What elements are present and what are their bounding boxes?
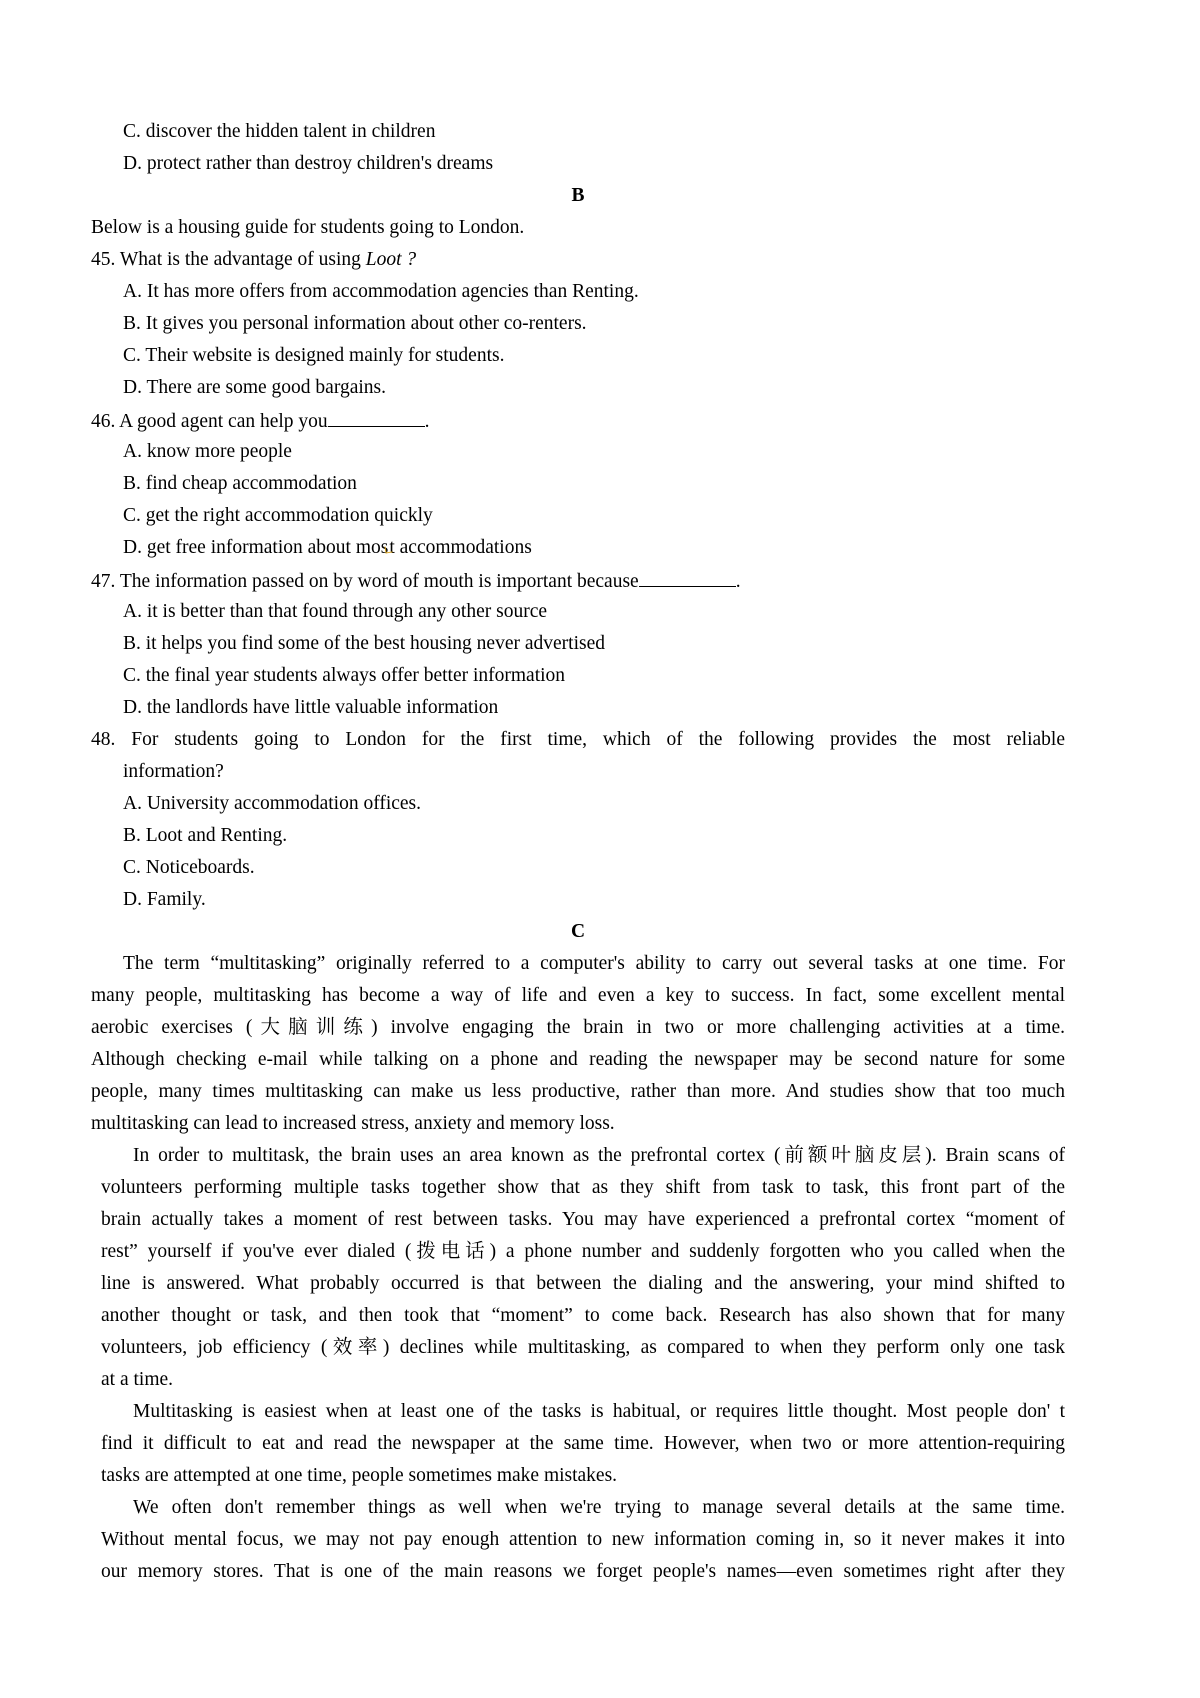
paragraph-1-line: aerobic exercises (大脑训练) involve engaging the brain in two or more challenging activities at a time. [91, 1017, 1065, 1038]
paragraph-3-line: tasks are attempted at one time, people sometimes make mistakes. [101, 1465, 618, 1486]
paragraph-2-line: another thought or task, and then took that “moment” to come back. Research has also shown that for many [101, 1305, 1065, 1326]
edit-mark-icon [385, 545, 393, 553]
q47-option-d: D. the landlords have little valuable information [123, 697, 499, 718]
q45-option-d: D. There are some good bargains. [123, 377, 386, 398]
paragraph-3-line: find it difficult to eat and read the newspaper at the same time. However, when two or more attention-requiring [101, 1433, 1065, 1454]
section-b-intro: Below is a housing guide for students going to London. [91, 217, 525, 238]
question-48-line1: 48. For students going to London for the first time, which of the following provides the most reliable [91, 729, 1065, 750]
paragraph-1-line: The term “multitasking” originally referred to a computer's ability to carry out several tasks at one time. For [123, 953, 1065, 974]
q46-option-b: B. find cheap accommodation [123, 473, 357, 494]
prev-option-d: D. protect rather than destroy children's dreams [123, 153, 494, 174]
q48-option-d: D. Family. [123, 889, 206, 910]
paragraph-1-line: people, many times multitasking can make us less productive, rather than more. And studies show that too much [91, 1081, 1065, 1102]
question-47-end: . [735, 571, 741, 592]
q46-option-c: C. get the right accommodation quickly [123, 505, 433, 526]
q46-option-d-part1: D. get free information about mos [123, 537, 389, 558]
question-46-end: . [424, 411, 430, 432]
prev-option-c: C. discover the hidden talent in children [123, 121, 436, 142]
q47-option-a: A. it is better than that found through any other source [123, 601, 548, 622]
paragraph-4-line: our memory stores. That is one of the main reasons we forget people's names—even sometimes right after they [101, 1561, 1065, 1582]
paragraph-1-line: multitasking can lead to increased stress, anxiety and memory loss. [91, 1113, 615, 1134]
question-46-text: 46. A good agent can help you [91, 411, 328, 432]
section-c-heading: C [570, 921, 586, 942]
paragraph-3-line: Multitasking is easiest when at least one of the tasks is habitual, or requires little thought. Most people don' t [133, 1401, 1065, 1422]
q47-option-c: C. the final year students always offer better information [123, 665, 566, 686]
paragraph-2-line: In order to multitask, the brain uses an area known as the prefrontal cortex (前额叶脑皮层). Brain scans of [133, 1145, 1065, 1166]
q48-option-a: A. University accommodation offices. [123, 793, 422, 814]
answer-blank [639, 564, 736, 587]
q46-option-a: A. know more people [123, 441, 292, 462]
paragraph-2-line: at a time. [101, 1369, 174, 1390]
q45-option-c: C. Their website is designed mainly for students. [123, 345, 505, 366]
q45-option-a: A. It has more offers from accommodation agencies than Renting. [123, 281, 639, 302]
q47-option-b: B. it helps you find some of the best housing never advertised [123, 633, 605, 654]
section-b-heading: B [571, 185, 585, 206]
q48-option-c: C. Noticeboards. [123, 857, 255, 878]
paragraph-1-line: many people, multitasking has become a way of life and even a key to success. In fact, some excellent mental [91, 985, 1065, 1006]
paragraph-2-line: volunteers performing multiple tasks together show that as they shift from task to task, this front part of the [101, 1177, 1065, 1198]
question-47-text: 47. The information passed on by word of mouth is important because [91, 571, 639, 592]
paragraph-2-line: line is answered. What probably occurred is that between the dialing and the answering, your mind shifted to [101, 1273, 1065, 1294]
question-47 [91, 564, 1065, 595]
paragraph-4-line: Without mental focus, we may not pay enough attention to new information coming in, so it never makes it into [101, 1529, 1065, 1550]
paragraph-2-line: brain actually takes a moment of rest between tasks. You may have experienced a prefrontal cortex “moment of [101, 1209, 1065, 1230]
question-48-line2: information? [123, 761, 224, 782]
paragraph-2-line: rest” yourself if you've ever dialed (拨电话) a phone number and suddenly forgotten who you called when the [101, 1241, 1065, 1262]
q46-option-d [123, 532, 1065, 563]
paragraph-2-line: volunteers, job efficiency (效率) declines while multitasking, as compared to when they perform only one task [101, 1337, 1065, 1358]
q48-option-b: B. Loot and Renting. [123, 825, 288, 846]
question-46 [91, 404, 1065, 435]
paragraph-1-line: Although checking e-mail while talking on a phone and reading the newspaper may be second nature for some [91, 1049, 1065, 1070]
q46-option-d-part2: t accommodations [389, 537, 532, 558]
paragraph-4-line: We often don't remember things as well when we're trying to manage several details at the same time. [133, 1497, 1065, 1518]
q45-option-b: B. It gives you personal information about other co-renters. [123, 313, 587, 334]
question-45-text: 45. What is the advantage of using [91, 249, 366, 270]
question-45 [91, 244, 1065, 275]
answer-blank [328, 404, 425, 427]
question-45-italic: Loot ? [365, 249, 417, 270]
